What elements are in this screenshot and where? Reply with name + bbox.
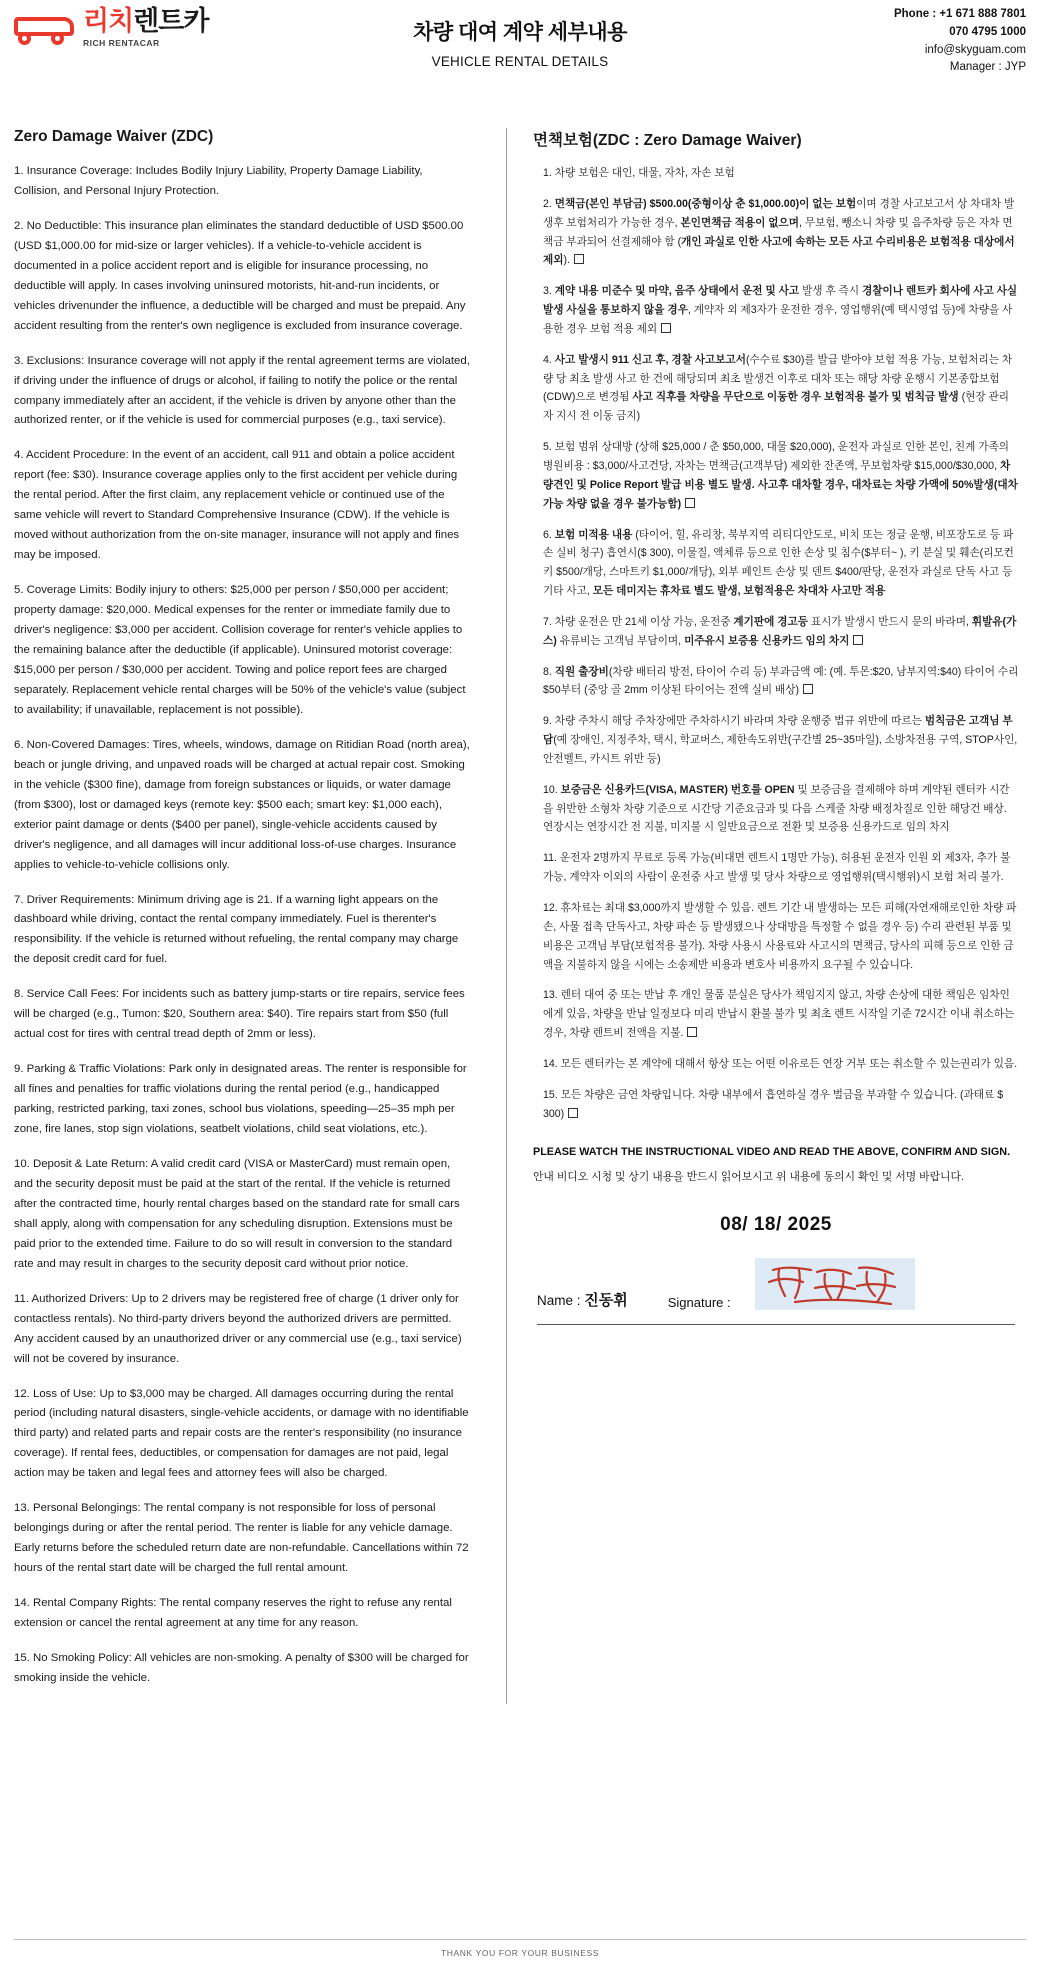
korean-term-item: 11. 운전자 2명까지 무료로 등록 가능(비대면 렌트시 1명만 가능), 허용된 운전자 인원 외 제3자, 추가 불가능, 계약자 이외의 사람이 운전중 사고 발생 및 당사 차량으로 영업행위(택시행위)시 보험 처리 불가. <box>543 852 1011 884</box>
logo-wordmark-red: 리치 <box>83 6 134 36</box>
car-logo-icon <box>14 11 76 45</box>
english-term-item: 6. Non-Covered Damages: Tires, wheels, windows, damage on Ritidian Road (north area), beach or jungle driving, and unpaved roads will be charged at actual repair cost. Smoking in the vehicle ($300 fine), damage from foreign substances or liquids, or water damage (from $300), lost or damaged keys (remote key: $500 each; smart key: $1,000 each), exterior paint damage or dents ($400 per panel), single-vehicle accidents caused by driver's negligence, and all damages will incur additional loss-of-use charges. Insurance applies to vehicle-to-vehicle collisions only. <box>14 738 470 871</box>
signature-label: Signature : <box>667 1295 731 1311</box>
english-term-item: 10. Deposit & Late Return: A valid credit card (VISA or MasterCard) must remain open, and the security deposit must be paid at the start of the rental. If the vehicle is returned after the contracted time, hourly rental charges based on the standard rate for small cars shall apply, along with compensation for any scheduling disruption. Extensions must be paid prior to the extended time. Failure to do so will result in conversion to the standard rate and may result in charges to the security deposit card without prior notice. <box>14 1157 460 1270</box>
korean-term-item: 10. 보증금은 신용카드(VISA, MASTER) 번호를 OPEN 및 보증금을 결제해야 하며 계약된 렌터카 시간을 위반한 소형차 차량 기준으로 시간당 기준요금과 및 다음 스케줄 차량 배정차질로 인한 해당건 배상. 연장시는 연장시간 전 지불, 미지불 시 일반요금으로 전환 및 보증용 신용카드로 임의 차지 <box>543 783 1010 834</box>
english-term-item: 12. Loss of Use: Up to $3,000 may be charged. All damages occurring during the rental period (including natural disasters, single-vehicle accidents, or damage with no identifiable third party) and related parts and repair costs are the renter's responsibility (no insurance coverage). If rental fees, deductibles, or compensation for damages are not paid, legal action may be taken and legal fees and attorney fees will also be charged. <box>14 1387 469 1480</box>
signature-field[interactable] <box>755 1258 915 1310</box>
page-subtitle: VEHICLE RENTAL DETAILS <box>431 54 609 69</box>
document-footer <box>0 1939 1040 1958</box>
korean-term-item: 8. 직원 출장비(차량 배터리 방전, 타이어 수리 등) 부과금액 예: (예. 투몬:$20, 남부지역:$40) 타이어 수리 $50부터 (중앙 골 2mm 이상된 타이어는 전액 실비 배상) <box>543 665 1019 697</box>
document-body <box>0 100 1040 1704</box>
korean-term-item: 15. 모든 차량은 금연 차량입니다. 차량 내부에서 흡연하실 경우 벌금을 부과할 수 있습니다. (과태료 $ 300) <box>543 1088 1004 1120</box>
name-label: Name : <box>537 1293 585 1309</box>
signature-notice-kr: 안내 비디오 시청 및 상기 내용을 반드시 읽어보시고 위 내용에 동의시 확인 및 서명 바랍니다. <box>533 1170 964 1183</box>
logo-wordmark <box>83 8 208 35</box>
english-term-item: 1. Insurance Coverage: Includes Bodily Injury Liability, Property Damage Liability, Collision, and Personal Injury Protection. <box>14 165 423 197</box>
korean-terms-list <box>533 164 1019 1123</box>
korean-term-item: 13. 렌터 대여 중 또는 반납 후 개인 물품 분실은 당사가 책임지지 않고, 차량 손상에 대한 책임은 임차인에게 있음, 차량을 반납 일정보다 미리 반납시 환불 불가 및 최초 렌트 시작일 기준 72시간 이내 취소하는 경우, 차량 렌트비 전액을 지불. <box>543 989 1015 1040</box>
footer-divider <box>14 1939 1026 1940</box>
english-term-item: 7. Driver Requirements: Minimum driving age is 21. If a warning light appears on the dashboard while driving, contact the rental company immediately. Fuel is therenter's responsibility. If the vehicle is returned without refueling, the rental company may charge the deposit credit card for fuel. <box>14 893 459 966</box>
english-term-item: 5. Coverage Limits: Bodily injury to others: $25,000 per person / $50,000 per accident; property damage: $20,000. Medical expenses for the renter or immediate family due to driver's negligence: $3,000 per accident. Collision coverage for renter's vehicle applies to the remaining balance after the deductible (if applicable). Uninsured motorist coverage: $15,000 per person / $30,000 per accident. Towing and police report fees are charged separately. Replacement vehicle rental charges will be 50% of the vehicle's value (subject to availability; if unavailable, replacement is not possible). <box>14 584 466 716</box>
korean-term-item: 9. 차량 주차시 해당 주차장에만 주차하시기 바라며 차량 운행중 법규 위반에 따르는 범칙금은 고객님 부담(예 장애인, 지정주차, 택시, 학교버스, 제한속도위반(구간별 25~35마일), 소방차전용 구역, STOP사인, 안전벨트, 카시트 위반 등) <box>543 715 1018 765</box>
korean-term-item: 7. 차량 운전은 만 21세 이상 가능, 운전중 계기판에 경고등 표시가 발생시 반드시 문의 바라며, 휘발유(가스) 유류비는 고객님 부담이며, 미주유시 보증용 신용카드 임의 차지 <box>543 615 1017 647</box>
korean-terms-column <box>519 128 1019 1704</box>
term-checkbox[interactable] <box>803 684 813 694</box>
signature-notice-en: PLEASE WATCH THE INSTRUCTIONAL VIDEO AND READ THE ABOVE, CONFIRM AND SIGN. <box>533 1146 1011 1159</box>
english-term-item: 8. Service Call Fees: For incidents such as battery jump-starts or tire repairs, service fees will be charged (e.g., Tumon: $20, Southern area: $40). Tire repairs start from $50 (full actual cost for tires with central tread depth of 2mm or less). <box>14 988 465 1041</box>
korean-section-heading: 면책보험(ZDC : Zero Damage Waiver) <box>533 132 802 149</box>
contact-manager: Manager : JYP <box>949 61 1026 74</box>
signature-ink <box>755 1258 915 1310</box>
contact-email: info@skyguam.com <box>924 43 1026 56</box>
english-term-item: 14. Rental Company Rights: The rental company reserves the right to refuse any rental extension or cancel the rental agreement at any time for any reason. <box>14 1597 452 1630</box>
contact-phone: Phone : +1 671 888 7801 <box>893 8 1026 20</box>
term-checkbox[interactable] <box>687 1027 697 1037</box>
english-terms-list <box>14 162 470 1689</box>
signed-date: 08/ 18/ 2025 <box>720 1214 832 1236</box>
english-term-item: 13. Personal Belongings: The rental company is not responsible for loss of personal belongings during or after the rental period. The renter is liable for any vehicle damage. Early returns before the scheduled return date are non-refundable. Cancellations within 72 hours of the rental start date will be charged the full rental amount. <box>14 1502 469 1575</box>
name-value: 진동휘 <box>584 1292 628 1310</box>
term-checkbox[interactable] <box>574 254 584 264</box>
page-title: 차량 대여 계약 세부내용 <box>413 21 627 44</box>
korean-term-item: 1. 차량 보험은 대인, 대물, 자차, 자손 보험 <box>543 167 735 179</box>
english-term-item: 3. Exclusions: Insurance coverage will not apply if the rental agreement terms are violated, if driving under the influence of drugs or alcohol, if failing to notify the police or the rental company immediately after an accident, if the vehicle is driven by anyone other than the authorized renter, or if the vehicle is used for commercial purposes (e.g., taxi service). <box>14 354 470 427</box>
english-section-heading: Zero Damage Waiver (ZDC) <box>14 128 214 145</box>
signature-notice <box>533 1143 1019 1186</box>
korean-term-item: 3. 계약 내용 미준수 및 마약, 음주 상태에서 운전 및 사고 발생 후 즉시 경찰이나 렌트카 회사에 사고 사실 발생 사실을 통보하지 않을 경우, 계약자 외 제3자가 운전한 경우, 영업행위(예 택시영업 등)에 차량을 사용한 경우 보험 적용 제외 <box>543 285 1018 335</box>
korean-term-item: 12. 휴차료는 최대 $3,000까지 발생할 수 있음. 렌트 기간 내 발생하는 모든 피해(자연재해로인한 차량 파손, 사물 접촉 단독사고, 차량 파손 등 발생됐으나 상대방을 특정할 수 없을 경우 등) 수리 관련된 부품 및 비용은 고객님 부담(보험적용 불가). 차량 사용시 사용료와 사고시의 면책금, 당사의 피해 등으로 인한 금액을 지불하지 않을 시에는 소송제반 비용과 변호사 비용까지 요구될 수 있습니다. <box>543 902 1017 971</box>
signature-row <box>533 1258 1019 1310</box>
logo-wordmark-black: 렌트카 <box>133 6 209 36</box>
brand-logo <box>14 8 208 48</box>
column-divider <box>506 128 507 1704</box>
korean-term-item: 4. 사고 발생시 911 신고 후, 경찰 사고보고서(수수료 $30)를 발급 받아야 보험 적용 가능, 보험처리는 차량 당 최초 발생 사고 한 건에 해당되며 최초 발생건 이후로 대차 또는 해당 차량 운행시 기본종합보험(CDW)으로 변경됨 사고 직후를 차량을 무단으로 이동한 경우 보험적용 불가 및 범칙금 발생 (현장 관리자 지시 전 이동 금지) <box>543 353 1013 423</box>
korean-term-item: 14. 모든 렌터카는 본 계약에 대해서 항상 또는 어떤 이유로든 연장 거부 또는 취소할 수 있는권리가 있음. <box>543 1057 1018 1070</box>
signature-underline <box>537 1324 1015 1325</box>
document-header <box>0 0 1040 100</box>
term-checkbox[interactable] <box>685 498 695 508</box>
term-checkbox[interactable] <box>853 635 863 645</box>
english-term-item: 2. No Deductible: This insurance plan eliminates the standard deductible of USD $500.00 (USD $1,000.00 for mid-size or larger vehicles). If a vehicle-to-vehicle accident is documented in a police accident report and is eligible for insurance processing, no deductible will apply. In cases involving uninsured motorists, hit-and-run incidents, or vehicles drivenunder the influence, a deductible will be charged and must be prepaid. Any accident resulting from the renter's own negligence is excluded from insurance coverage. <box>14 219 466 332</box>
contact-phone-secondary: 070 4795 1000 <box>949 25 1026 38</box>
korean-term-item: 6. 보험 미적용 내용 (타이어, 힐, 유리창, 북부지역 리티디안도로, 비치 또는 정글 운행, 비포장도로 등 파손 실비 청구) 흡연시($ 300), 이물질, 액체류 등으로 인한 손상 및 침수($부터~ ), 키 분실 및 훼손(리모컨키 $500/개당, 스마트키 $1,000/개당), 외부 페인트 손상 및 덴트 $400/판당, 운전자 과실로 단독 사고 등 기타 사고, 모든 데미지는 휴차료 별도 발생, 보험적용은 차대차 사고만 적용 <box>543 528 1014 598</box>
english-term-item: 11. Authorized Drivers: Up to 2 drivers may be registered free of charge (1 driver only for contactless rentals). No third-party drivers beyond the authorized drivers are permitted. Any accident caused by an unauthorized driver or any commercial use (e.g., taxi service) will not be covered by insurance. <box>14 1292 462 1365</box>
contact-info <box>894 6 1026 77</box>
korean-term-item: 2. 면책금(본인 부담금) $500.00(중형이상 춘 $1,000.00)이 없는 보험이며 경찰 사고보고서 상 차대차 발생후 보험처리가 가능한 경우, 본인면책금 적용이 없으며, 무보험, 뺑소니 차량 및 음주차량 등은 자차 면책금 부과되어 선결제해야 함 (개인 과실로 인한 사고에 속하는 모든 사고 수리비용은 보험적용 대상에서 제외). <box>543 197 1015 267</box>
english-term-item: 4. Accident Procedure: In the event of an accident, call 911 and obtain a police accident report (fee: $30). Insurance coverage applies only to the first accident per vehicle during the rental period. After the first claim, any replacement vehicle or continued use of the same vehicle will revert to Standard Comprehensive Insurance (CDW). If the vehicle is moved without authorization from the on-site manager, insurance will not apply and fines may be imposed. <box>14 449 460 562</box>
logo-subtitle: RICH RENTACAR <box>83 38 160 48</box>
term-checkbox[interactable] <box>661 323 671 333</box>
footer-text: THANK YOU FOR YOUR BUSINESS <box>440 1948 600 1958</box>
english-term-item: 9. Parking & Traffic Violations: Park only in designated areas. The renter is responsible for all fines and penalties for traffic violations during the rental period (e.g., handicapped parking, restricted parking, taxi zones, school bus violations, speeding—25–35 mph per zone, fire lanes, stop sign violations, seatbelt violations, child seat violations, etc.). <box>14 1063 467 1136</box>
english-term-item: 15. No Smoking Policy: All vehicles are non-smoking. A penalty of $300 will be charged for smoking inside the vehicle. <box>14 1652 469 1684</box>
english-terms-column <box>14 128 494 1704</box>
term-checkbox[interactable] <box>568 1108 578 1118</box>
korean-term-item: 5. 보험 범위 상대방 (상해 $25,000 / 춘 $50,000, 대물 $20,000), 운전자 과실로 인한 본인, 친계 가족의 병원비용 : $3,000/사고건당, 자차는 면책금(고객부담) 제외한 잔존액, 무보험차량 $15,000/$30,000, 차량견인 및 Police Report 발급 비용 별도 발생. 사고후 대차할 경우, 대차료는 차량 가액에 50%발생(대차 가능 차량 없을 경우 불가능함) <box>543 441 1018 510</box>
